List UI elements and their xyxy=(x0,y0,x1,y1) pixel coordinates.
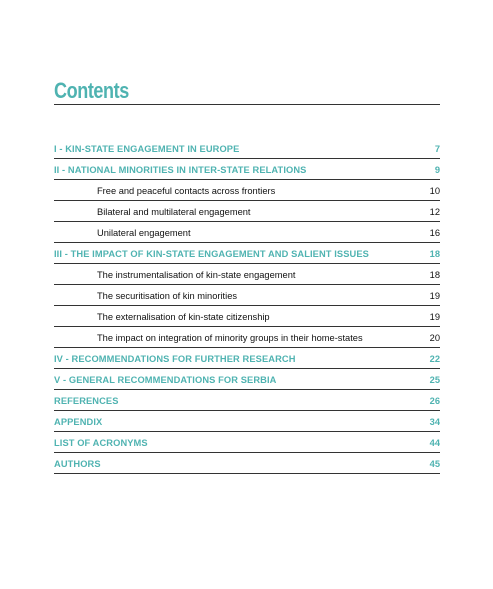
toc-entry-label: The securitisation of kin minorities xyxy=(97,290,238,301)
toc-entry-page: 44 xyxy=(429,437,440,448)
toc-entry-label: V - GENERAL RECOMMENDATIONS FOR SERBIA xyxy=(54,374,277,385)
toc-entry-label: The impact on integration of minority groups in their home-states xyxy=(97,332,363,343)
toc-entry-page: 19 xyxy=(429,311,440,322)
toc-entry-label: I - KIN-STATE ENGAGEMENT IN EUROPE xyxy=(54,143,240,154)
toc-entry-label: REFERENCES xyxy=(54,395,119,406)
page-title: Contents xyxy=(54,78,129,103)
toc-subentry[interactable] xyxy=(54,286,440,306)
toc-entry-page: 19 xyxy=(429,290,440,301)
toc-entry-page: 22 xyxy=(429,353,440,364)
toc-entry-page: 12 xyxy=(429,206,440,217)
toc-subentry[interactable] xyxy=(54,265,440,285)
toc-entry-page: 20 xyxy=(429,332,440,343)
toc-entry[interactable] xyxy=(54,349,440,369)
toc-entry-label: Free and peaceful contacts across frontiers xyxy=(97,185,276,196)
toc-subentry[interactable] xyxy=(54,202,440,222)
toc-entry-page: 10 xyxy=(429,185,440,196)
toc-entry-label: LIST OF ACRONYMS xyxy=(54,437,148,448)
toc-entry[interactable] xyxy=(54,139,440,159)
toc-entry-label: IV - RECOMMENDATIONS FOR FURTHER RESEARCH xyxy=(54,353,296,364)
toc-subentry[interactable] xyxy=(54,307,440,327)
toc-entry-page: 18 xyxy=(429,269,440,280)
toc-entry-page: 26 xyxy=(429,395,440,406)
toc-entry[interactable] xyxy=(54,412,440,432)
toc-entry-page: 7 xyxy=(434,143,440,154)
toc-entry-page: 34 xyxy=(429,416,440,427)
toc-entry-page: 45 xyxy=(429,458,440,469)
toc-entry[interactable] xyxy=(54,391,440,411)
toc-entry-page: 25 xyxy=(429,374,440,385)
toc-entry-page: 18 xyxy=(429,248,440,259)
toc-subentry[interactable] xyxy=(54,328,440,348)
toc-entry-label: The instrumentalisation of kin-state engagement xyxy=(97,269,296,280)
toc-entry-page: 16 xyxy=(429,227,440,238)
toc-subentry[interactable] xyxy=(54,223,440,243)
toc-entry[interactable] xyxy=(54,370,440,390)
toc-entry-page: 9 xyxy=(434,164,440,175)
toc-subentry[interactable] xyxy=(54,181,440,201)
toc-entry[interactable] xyxy=(54,160,440,180)
toc-entry[interactable] xyxy=(54,244,440,264)
toc-entry-label: Unilateral engagement xyxy=(97,227,191,238)
toc-entry-label: III - THE IMPACT OF KIN-STATE ENGAGEMENT AND SALIENT ISSUES xyxy=(54,248,369,259)
toc-entry-label: The externalisation of kin-state citizenship xyxy=(97,311,270,322)
toc-entry-label: AUTHORS xyxy=(54,458,101,469)
toc-entry[interactable] xyxy=(54,433,440,453)
toc-entry-label: II - NATIONAL MINORITIES IN INTER-STATE RELATIONS xyxy=(54,164,307,175)
toc-entry-label: APPENDIX xyxy=(54,416,103,427)
toc-entry-label: Bilateral and multilateral engagement xyxy=(97,206,251,217)
toc-entry[interactable] xyxy=(54,454,440,474)
